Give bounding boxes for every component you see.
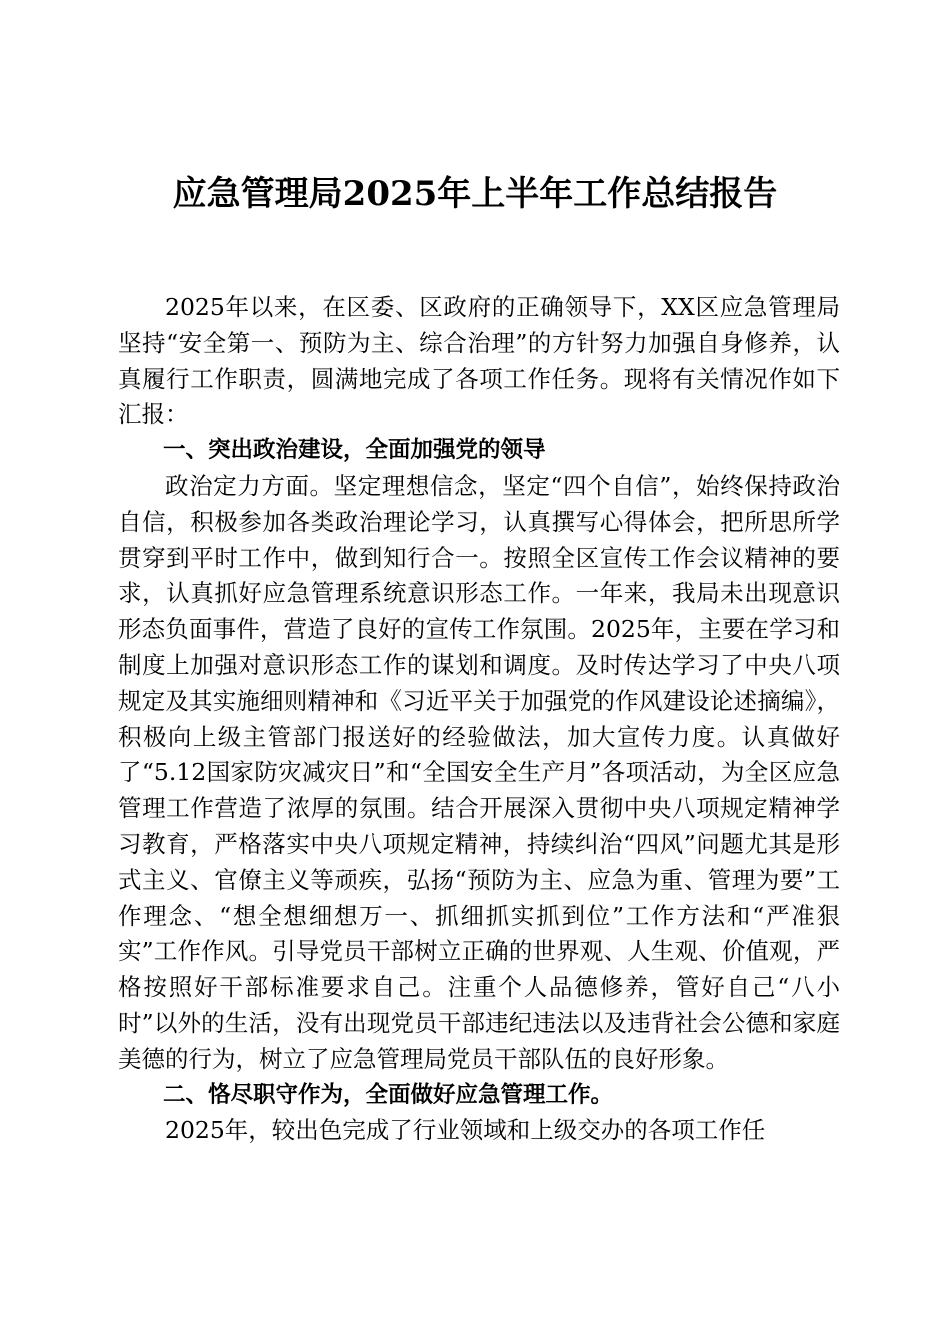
document-title: 应急管理局2025年上半年工作总结报告 bbox=[172, 174, 778, 214]
intro-paragraph: 2025年以来，在区委、区政府的正确领导下，XX区应急管理局坚持“安全第一、预防为主、综合治理”的方针努力加强自身修养，认真履行工作职责，圆满地完成了各项工作任务。现将有关情况作如下汇报： bbox=[118, 293, 840, 429]
document-body bbox=[118, 290, 840, 1149]
section-2-paragraph: 2025年，较出色完成了行业领域和上级交办的各项工作任 bbox=[165, 1116, 766, 1145]
section-1-paragraph: 政治定力方面。坚定理想信念，坚定“四个自信”，始终保持政治自信，积极参加各类政治理论学习，认真撰写心得体会，把所思所学贯穿到平时工作中，做到知行合一。按照全区宣传工作会议精神的要求，认真抓好应急管理系统意识形态工作。一年来，我局未出现意识形态负面事件，营造了良好的宣传工作氛围。2025年，主要在学习和制度上加强对意识形态工作的谋划和调度。及时传达学习了中央八项规定及其实施细则精神和《习近平关于加强党的作风建设论述摘编》，积极向上级主管部门报送好的经验做法，加大宣传力度。认真做好了“5.12国家防灾减灾日”和“全国安全生产月”各项活动，为全区应急管理工作营造了浓厚的氛围。结合开展深入贯彻中央八项规定精神学习教育，严格落实中央八项规定精神，持续纠治“四风”问题尤其是形式主义、官僚主义等顽疾，弘扬“预防为主、应急为重、管理为要”工作理念、“想全想细想万一、抓细抓实抓到位”工作方法和“严准狠实”工作作风。引导党员干部树立正确的世界观、人生观、价值观，严格按照好干部标准要求自己。注重个人品德修养，管好自己“八小时”以外的生活，没有出现党员干部违纪违法以及违背社会公德和家庭美德的行为，树立了应急管理局党员干部队伍的良好形象。 bbox=[118, 471, 840, 1073]
section-heading-2: 二、恪尽职守作为，全面做好应急管理工作。 bbox=[163, 1081, 614, 1108]
section-heading-1: 一、突出政治建设，全面加强党的领导 bbox=[163, 437, 546, 464]
